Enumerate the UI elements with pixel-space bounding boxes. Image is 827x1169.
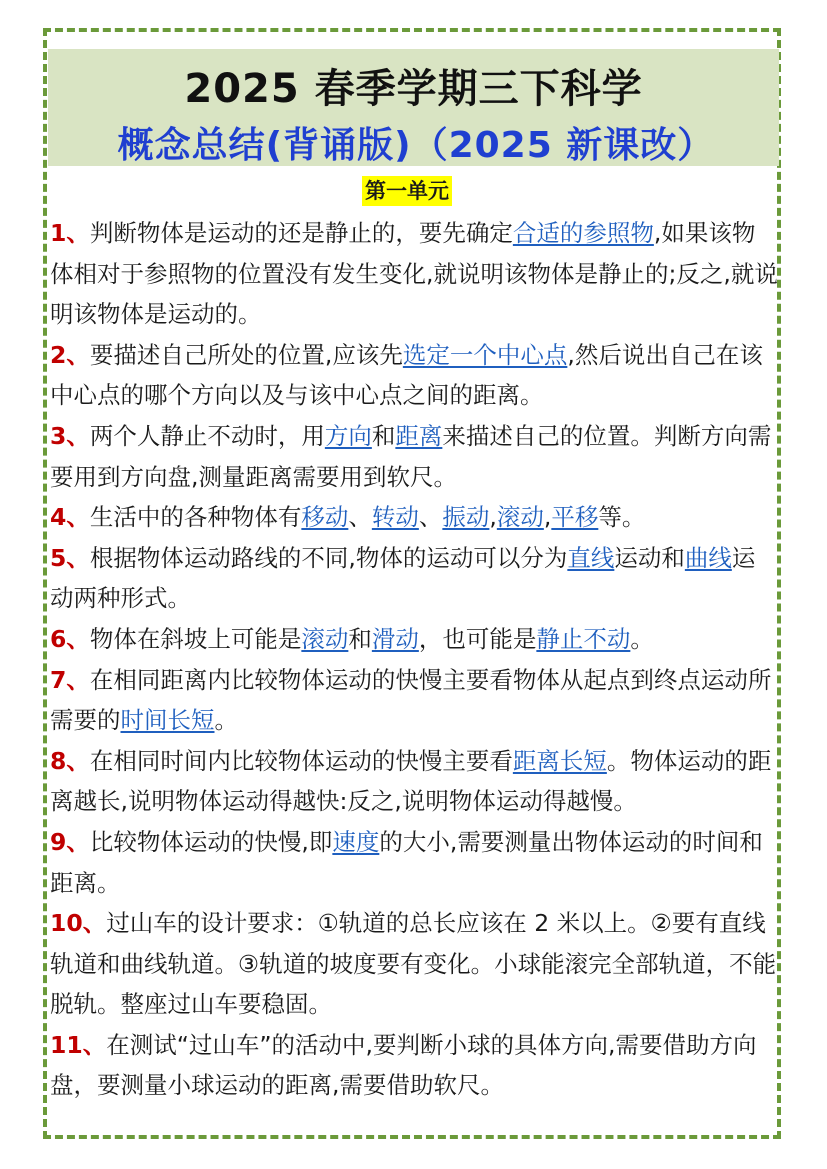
item-text: 要描述自己所处的位置,应该先 [89,340,403,369]
key-term: 移动 [301,503,349,532]
item-text: 等。 [598,503,646,532]
concept-item [50,416,778,497]
item-text: 来描述自己的位置。判断方向需要用到方向盘,测量距离需要用到软尺。 [50,421,772,491]
key-term: 选定一个中心点 [402,340,568,369]
section-heading: 第一单元 [362,176,452,206]
item-text: 。 [630,624,654,653]
key-term: 合适的参照物 [512,219,654,247]
item-text: 和 [348,624,372,653]
concept-item [50,497,778,538]
concept-item [50,619,778,660]
item-text: 的大小,需要测量出物体运动的时间和距离。 [50,827,763,897]
concept-item [50,335,778,416]
item-text: 。 [214,706,238,735]
concept-item [50,1025,778,1106]
key-term: 静止不动 [536,624,631,653]
concept-item [50,903,778,1025]
item-number: 1、 [50,219,90,247]
item-text: 过山车的设计要求：①轨道的总长应该在 2 米以上。②要有直线轨道和曲线轨道。③轨道的坡度要有变化。小球能滚完全部轨道，不能脱轨。整座过山车要稳固。 [50,909,777,1019]
concept-item [50,741,778,822]
key-term: 滑动 [371,624,419,653]
key-term: 距离长短 [512,746,607,775]
item-text: , [489,503,497,532]
key-term: 速度 [332,827,380,856]
item-text: 两个人静止不动时，用 [89,421,325,450]
key-term: 平移 [551,503,599,532]
key-term: 振动 [442,503,490,532]
item-number: 7、 [50,665,90,694]
item-number: 3、 [50,421,90,450]
item-text: 根据物体运动路线的不同,物体的运动可以分为 [89,543,568,572]
key-term: 方向 [324,421,372,450]
item-number: 5、 [50,543,90,572]
key-term: 距离 [395,421,443,450]
item-text: 判断物体是运动的还是静止的，要先确定 [89,219,513,247]
key-term: 直线 [567,543,615,572]
page-subtitle: 概念总结(背诵版)（2025 新课改） [117,125,715,166]
title-banner [48,49,779,166]
item-text: 在测试“过山车”的活动中,要判断小球的具体方向,需要借助方向盘，要测量小球运动的距离,需要借助软尺。 [50,1030,757,1100]
item-text: 、 [348,503,372,532]
item-text: 运动两种形式。 [50,543,756,613]
item-text: 运动和 [614,543,685,572]
item-number: 4、 [50,503,90,532]
item-number: 8、 [50,746,90,775]
item-text: ,然后说出自己在该中心点的哪个方向以及与该中心点之间的距离。 [50,340,763,410]
item-text: ,如果该物体相对于参照物的位置没有发生变化,就说明该物体是静止的;反之,就说明该物体是运动的。 [50,219,778,329]
concept-item [50,822,778,903]
item-text: ，也可能是 [418,624,537,653]
item-text: 在相同时间内比较物体运动的快慢主要看 [89,746,513,775]
concept-list [50,213,778,1106]
item-text: 和 [371,421,396,450]
item-number: 11、 [50,1030,107,1059]
item-text: 在相同距离内比较物体运动的快慢主要看物体从起点到终点运动所需要的 [50,665,772,735]
item-text: 比较物体运动的快慢,即 [89,827,333,856]
concept-item [50,538,778,619]
key-term: 滚动 [496,503,544,532]
key-term: 时间长短 [120,706,215,735]
item-text: 物体在斜坡上可能是 [89,624,302,653]
item-number: 6、 [50,624,90,653]
concept-item [50,213,778,335]
concept-item [50,660,778,741]
key-term: 曲线 [684,543,732,572]
item-number: 9、 [50,827,90,856]
item-text: 。物体运动的距离越长,说明物体运动得越快:反之,说明物体运动得越慢。 [50,746,772,816]
page-title: 2025 春季学期三下科学 [184,66,643,112]
item-text: 生活中的各种物体有 [89,503,302,532]
item-number: 2、 [50,340,90,369]
item-text: , [543,503,552,532]
item-text: 、 [418,503,443,532]
item-number: 10、 [50,909,107,938]
key-term: 转动 [371,503,419,532]
key-term: 滚动 [301,624,349,653]
